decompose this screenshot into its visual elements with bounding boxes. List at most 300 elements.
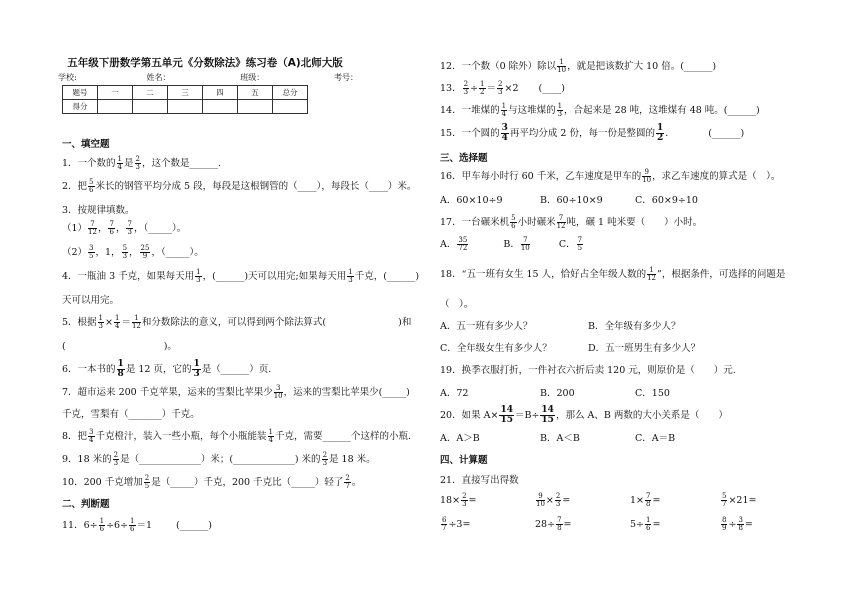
fraction bbox=[268, 429, 274, 444]
text: ＝ bbox=[121, 317, 131, 328]
fraction bbox=[135, 156, 141, 171]
denominator: 4 bbox=[114, 322, 120, 330]
fraction bbox=[536, 493, 545, 508]
denominator: 6 bbox=[99, 525, 105, 533]
denominator: 3 bbox=[462, 499, 467, 508]
text: ，（_____）。 bbox=[133, 223, 187, 234]
numerator: 1 bbox=[647, 267, 656, 275]
numerator: 8 bbox=[722, 515, 727, 524]
score-value-row bbox=[63, 100, 308, 114]
denominator: 10 bbox=[273, 392, 283, 400]
fraction bbox=[88, 221, 97, 236]
text: 9．18 米的 bbox=[62, 454, 112, 465]
text: 是（_____）千克，200 千克比（_____）轻了 bbox=[151, 477, 344, 488]
numerator: 3 bbox=[738, 515, 743, 524]
denominator: 12 bbox=[88, 228, 97, 236]
fraction bbox=[347, 269, 353, 284]
name-label: 姓名： bbox=[146, 73, 171, 82]
fraction bbox=[479, 81, 485, 96]
fraction bbox=[501, 124, 509, 143]
text: 千克，需要______个这样的小瓶. bbox=[275, 431, 412, 442]
text: 18．“五一班有女生 15 人，恰好占全年级人数的 bbox=[440, 269, 647, 280]
section-fill-blank: 一、填空题 bbox=[62, 139, 110, 150]
denominator: 3 bbox=[135, 163, 140, 171]
question-20-options bbox=[440, 430, 675, 444]
option[interactable]: B．200 bbox=[540, 388, 575, 399]
cell: 题号 bbox=[63, 86, 98, 100]
fraction bbox=[461, 493, 467, 508]
numerator: 7 bbox=[577, 236, 583, 244]
denominator: 12 bbox=[556, 222, 566, 230]
denominator: 8 bbox=[117, 369, 124, 379]
text: C． bbox=[558, 239, 576, 250]
text: B． bbox=[503, 239, 520, 250]
question-16 bbox=[440, 168, 780, 184]
text: 11．6÷ bbox=[62, 520, 98, 531]
fraction bbox=[88, 245, 94, 260]
numerator: 1 bbox=[117, 359, 124, 369]
numerator: 7 bbox=[646, 491, 651, 500]
text: ÷3= bbox=[448, 518, 471, 530]
calc-item bbox=[535, 488, 630, 512]
option[interactable]: A．72 bbox=[440, 388, 469, 399]
section-calc: 四、计算题 bbox=[440, 455, 488, 466]
text: 14．一堆煤的 bbox=[440, 105, 500, 116]
numerator: 1 bbox=[98, 314, 104, 322]
text: ， bbox=[129, 247, 139, 258]
fraction bbox=[126, 221, 132, 236]
fraction bbox=[642, 169, 651, 184]
question-20 bbox=[440, 406, 728, 425]
fraction bbox=[577, 237, 583, 252]
fraction bbox=[114, 315, 120, 330]
text: )。 bbox=[163, 341, 177, 352]
question-8 bbox=[62, 428, 411, 444]
denominator: 5 bbox=[89, 252, 94, 260]
question-18-cont: （ ）。 bbox=[440, 299, 474, 310]
text: = bbox=[468, 494, 477, 506]
text: 5÷ bbox=[630, 518, 645, 530]
question-3-2 bbox=[62, 244, 204, 260]
question-5-cont bbox=[62, 338, 177, 352]
denominator: 12 bbox=[647, 274, 656, 282]
denominator: 2 bbox=[656, 133, 664, 143]
text: 1× bbox=[630, 494, 645, 506]
question-3: 3．按规律填数。 bbox=[62, 205, 135, 216]
denominator: 4 bbox=[89, 436, 94, 444]
question-12 bbox=[440, 58, 716, 74]
text: ÷ bbox=[728, 518, 737, 530]
question-6 bbox=[62, 360, 271, 379]
student-info bbox=[58, 72, 358, 83]
calc-item bbox=[630, 488, 720, 512]
question-1 bbox=[62, 155, 221, 171]
fraction bbox=[322, 452, 328, 467]
denominator: 3 bbox=[196, 276, 201, 284]
calc-item bbox=[440, 488, 535, 512]
text: 8．把 bbox=[62, 431, 88, 442]
fraction bbox=[557, 59, 566, 74]
denominator: 6 bbox=[646, 523, 651, 532]
numerator: 2 bbox=[463, 80, 469, 88]
fraction bbox=[129, 518, 135, 533]
numerator: 9 bbox=[536, 493, 545, 501]
calc-item bbox=[720, 488, 810, 512]
denominator: 2 bbox=[480, 88, 485, 96]
text: 吨，碾 1 吨米要（ ）小时。 bbox=[566, 217, 703, 228]
fraction bbox=[88, 429, 94, 444]
denominator: 8 bbox=[738, 523, 743, 532]
numerator: 5 bbox=[89, 178, 94, 186]
fraction bbox=[463, 81, 469, 96]
question-2 bbox=[62, 178, 416, 194]
numerator: 1 bbox=[557, 102, 563, 110]
numerator: 9 bbox=[642, 169, 651, 177]
numerator: 5 bbox=[122, 244, 128, 252]
text: 千克橙汁，装入一些小瓶，每个小瓶能装 bbox=[95, 431, 267, 442]
numerator: 2 bbox=[135, 155, 140, 163]
score-header-row bbox=[63, 86, 308, 100]
fraction bbox=[457, 237, 468, 252]
score-cell[interactable] bbox=[98, 100, 133, 114]
option[interactable]: A．A＞B bbox=[440, 433, 480, 444]
score-cell[interactable] bbox=[203, 100, 238, 114]
denominator: 4 bbox=[501, 110, 507, 118]
question-19-options bbox=[440, 385, 670, 399]
text: ，(______)天可以用完;如果每天用 bbox=[202, 271, 347, 282]
numerator: 3 bbox=[501, 123, 508, 133]
denominator: 10 bbox=[520, 244, 530, 252]
numerator: 1 bbox=[656, 123, 664, 133]
denominator: 10 bbox=[557, 66, 567, 74]
option[interactable]: B．全年级有多少人？ bbox=[588, 321, 681, 332]
score-cell[interactable] bbox=[238, 100, 273, 114]
text: ，就是把该数扩大 10 倍。(______) bbox=[567, 61, 717, 72]
numerator: 14 bbox=[500, 405, 513, 415]
denominator: 7 bbox=[442, 523, 447, 532]
id-label: 考号： bbox=[334, 73, 358, 82]
numerator: 1 bbox=[268, 428, 273, 436]
fraction bbox=[122, 245, 128, 260]
calc-item bbox=[440, 512, 535, 536]
fraction bbox=[737, 517, 743, 532]
numerator: 2 bbox=[144, 474, 150, 482]
score-cell[interactable] bbox=[168, 100, 203, 114]
question-4 bbox=[62, 268, 419, 284]
numerator: 1 bbox=[114, 314, 120, 322]
option[interactable]: C．150 bbox=[635, 388, 670, 399]
fraction bbox=[540, 406, 555, 425]
fraction bbox=[510, 215, 516, 230]
fraction bbox=[344, 475, 350, 490]
text: 12．一个数（0 除外）除以 bbox=[440, 61, 557, 72]
text: = bbox=[652, 518, 661, 530]
text: ，1， bbox=[95, 247, 121, 258]
denominator: 9 bbox=[142, 252, 148, 260]
denominator: 4 bbox=[117, 163, 123, 171]
question-10 bbox=[62, 474, 361, 490]
question-7-cont: 千克，雪梨有（_______）千克。 bbox=[62, 409, 200, 420]
text: ，（_____）。 bbox=[151, 247, 204, 258]
text: (____) bbox=[538, 83, 565, 94]
denominator: 4 bbox=[501, 133, 508, 143]
denominator: 3 bbox=[193, 369, 200, 379]
numerator: 1 bbox=[130, 517, 135, 525]
denominator: 6 bbox=[511, 222, 516, 230]
fraction bbox=[501, 103, 507, 118]
denominator: 4 bbox=[268, 436, 273, 444]
question-4-cont: 天可以用完。 bbox=[62, 295, 120, 306]
text: A． bbox=[440, 239, 457, 250]
text: ×2 bbox=[504, 83, 519, 94]
option[interactable] bbox=[503, 236, 530, 252]
denominator: 15 bbox=[500, 415, 513, 425]
fraction bbox=[108, 221, 114, 236]
option[interactable]: C．全年级女生有多少人？ bbox=[440, 343, 552, 354]
section-judge: 二、判断题 bbox=[62, 499, 110, 510]
text: = bbox=[652, 494, 661, 506]
text: ＝ bbox=[486, 83, 497, 94]
cell: 一 bbox=[98, 86, 133, 100]
option[interactable]: B．60÷10×9 bbox=[540, 195, 603, 206]
question-3-1 bbox=[62, 220, 186, 236]
fraction bbox=[721, 517, 727, 532]
fraction bbox=[555, 493, 561, 508]
text: ＝1 bbox=[136, 520, 153, 531]
text: ，运来的雪梨比苹果少(_____) bbox=[283, 387, 410, 398]
numerator: 1 bbox=[501, 102, 507, 110]
cell: 得分 bbox=[63, 100, 98, 114]
denominator: 3 bbox=[322, 459, 328, 467]
question-15 bbox=[440, 124, 744, 143]
text: 20．如果 A× bbox=[440, 410, 499, 421]
numerator: 7 bbox=[557, 215, 566, 223]
fraction bbox=[721, 493, 727, 508]
numerator: 6 bbox=[442, 515, 447, 524]
denominator: 5 bbox=[144, 482, 150, 490]
numerator: 1 bbox=[646, 515, 651, 524]
numerator: 1 bbox=[196, 268, 201, 276]
denominator: 3 bbox=[557, 110, 563, 118]
text: 小时碾米 bbox=[517, 217, 556, 228]
denominator: 7 bbox=[345, 482, 350, 490]
text: 1．一个数的 bbox=[62, 158, 116, 169]
question-11 bbox=[62, 517, 212, 533]
section-choice: 三、选择题 bbox=[440, 153, 488, 164]
question-17-options bbox=[440, 236, 584, 252]
denominator: 3 bbox=[122, 252, 128, 260]
denominator: 12 bbox=[131, 322, 141, 330]
denominator: 10 bbox=[536, 499, 545, 508]
denominator: 3 bbox=[348, 276, 353, 284]
numerator: 1 bbox=[348, 268, 353, 276]
text: 10．200 千克增加 bbox=[62, 477, 143, 488]
text: 是 12 页，它的 bbox=[125, 364, 192, 375]
numerator: 3 bbox=[89, 244, 94, 252]
fraction bbox=[140, 245, 151, 260]
fraction bbox=[144, 475, 150, 490]
fraction bbox=[656, 124, 664, 143]
question-13 bbox=[440, 80, 565, 96]
text: (______) bbox=[176, 520, 212, 531]
score-cell[interactable] bbox=[133, 100, 168, 114]
option[interactable] bbox=[558, 236, 584, 252]
option[interactable]: C．A＝B bbox=[635, 433, 676, 444]
class-label: 班级： bbox=[240, 73, 265, 82]
text: （1） bbox=[62, 223, 88, 234]
denominator: 9 bbox=[722, 523, 727, 532]
numerator: 14 bbox=[541, 405, 554, 415]
numerator: 25 bbox=[140, 244, 150, 252]
denominator: 7 bbox=[722, 499, 727, 508]
question-18 bbox=[440, 266, 785, 282]
numerator: 1 bbox=[132, 315, 141, 323]
text: 是 bbox=[124, 158, 134, 169]
text: ，合起来是 28 吨，这堆煤有 48 吨。(______) bbox=[564, 105, 760, 116]
option[interactable]: A．五一班有多少人？ bbox=[440, 321, 533, 332]
option[interactable]: D．五一班男生有多少人？ bbox=[588, 343, 701, 354]
numerator: 2 bbox=[345, 474, 350, 482]
fraction bbox=[441, 517, 447, 532]
option[interactable]: B．A＜B bbox=[540, 433, 580, 444]
numerator: 2 bbox=[322, 451, 328, 459]
fraction bbox=[645, 493, 651, 508]
text: ×21= bbox=[728, 494, 757, 506]
text: 米长的钢管平均分成 5 段，每段是这根钢管的（____），每段长（____）米。 bbox=[95, 181, 417, 192]
numerator: 35 bbox=[458, 236, 468, 244]
text: 13． bbox=[440, 83, 462, 94]
denominator: 3 bbox=[113, 459, 119, 467]
numerator: 7 bbox=[109, 220, 114, 228]
text: ÷6÷ bbox=[106, 520, 129, 531]
text: . bbox=[665, 128, 669, 139]
numerator: 7 bbox=[127, 220, 132, 228]
fraction bbox=[274, 385, 283, 400]
text: 17．一台碾米机 bbox=[440, 217, 510, 228]
text: 15．一个圆的 bbox=[440, 128, 500, 139]
cell: 三 bbox=[168, 86, 203, 100]
denominator: 15 bbox=[541, 415, 554, 425]
fraction bbox=[557, 103, 563, 118]
text: 16．甲车每小时行 60 千米，乙车速度是甲车的 bbox=[440, 171, 642, 182]
text: 28÷ bbox=[535, 518, 556, 530]
text: ，求乙车速度的算式是（ ）。 bbox=[652, 171, 781, 182]
cell: 四 bbox=[203, 86, 238, 100]
denominator: 8 bbox=[646, 499, 651, 508]
text: 是（______）页. bbox=[201, 364, 272, 375]
question-16-options bbox=[440, 192, 698, 206]
text: ，那么 A、B 两数的大小关系是（ ） bbox=[555, 410, 728, 421]
numerator: 1 bbox=[117, 155, 123, 163]
text: ， bbox=[115, 223, 126, 234]
numerator: 5 bbox=[511, 214, 516, 222]
fraction bbox=[195, 269, 201, 284]
page-title: 五年级下册数学第五单元《分数除法》练习卷（A)北师大版 bbox=[67, 57, 343, 69]
numerator: 7 bbox=[557, 515, 562, 524]
text: × bbox=[105, 317, 113, 328]
denominator: 5 bbox=[577, 244, 583, 252]
option[interactable]: A．60×10÷9 bbox=[440, 195, 503, 206]
text: 再平均分成 2 份，每一份是整圆的 bbox=[509, 128, 655, 139]
score-table bbox=[62, 85, 308, 114]
fraction bbox=[113, 452, 119, 467]
fraction bbox=[88, 179, 94, 194]
text: 4．一瓶油 3 千克，如果每天用 bbox=[62, 271, 195, 282]
numerator: 5 bbox=[722, 491, 727, 500]
fraction bbox=[192, 360, 200, 379]
denominator: 72 bbox=[458, 244, 468, 252]
fraction bbox=[98, 315, 104, 330]
school-label: 学校: bbox=[58, 73, 77, 82]
text: = bbox=[562, 494, 571, 506]
text: ，这个数是______. bbox=[142, 158, 222, 169]
fraction bbox=[132, 315, 141, 330]
numerator: 1 bbox=[557, 59, 566, 67]
fraction bbox=[99, 518, 105, 533]
question-14 bbox=[440, 102, 760, 118]
question-21: 21．直接写出得数 bbox=[440, 475, 519, 486]
question-5 bbox=[62, 314, 411, 330]
fraction bbox=[521, 237, 530, 252]
text: 和分数除法的意义，可以得到两个除法算式( bbox=[141, 317, 327, 328]
numerator: 2 bbox=[555, 491, 561, 500]
text: ”，根据条件，可选择的问题是 bbox=[657, 269, 786, 280]
text: = bbox=[744, 518, 753, 530]
numerator: 1 bbox=[480, 80, 485, 88]
denominator: 6 bbox=[89, 186, 94, 194]
numerator: 7 bbox=[88, 221, 97, 229]
text: 5．根据 bbox=[62, 317, 97, 328]
text: 千克，(______) bbox=[354, 271, 420, 282]
text: 6．一本书的 bbox=[62, 364, 116, 375]
question-9 bbox=[62, 451, 376, 467]
text: 与这堆煤的 bbox=[508, 105, 556, 116]
numerator: 2 bbox=[462, 491, 467, 500]
text: （2） bbox=[62, 247, 88, 258]
denominator: 3 bbox=[98, 322, 104, 330]
text: ( bbox=[62, 341, 66, 352]
denominator: 10 bbox=[642, 176, 652, 184]
text: (______) bbox=[708, 128, 745, 139]
denominator: 3 bbox=[127, 228, 132, 236]
score-cell[interactable] bbox=[273, 100, 308, 114]
text: 是（_____________）米；(_____________) 米的 bbox=[120, 454, 321, 465]
fraction bbox=[557, 215, 566, 230]
fraction bbox=[499, 406, 514, 425]
text: 。 bbox=[351, 477, 362, 488]
fraction bbox=[117, 360, 125, 379]
option[interactable]: C．60×9÷10 bbox=[635, 195, 698, 206]
text: )和 bbox=[398, 317, 412, 328]
denominator: 6 bbox=[130, 525, 135, 533]
fraction bbox=[647, 267, 656, 282]
cell: 总分 bbox=[273, 86, 308, 100]
numerator: 2 bbox=[498, 80, 503, 88]
text: ÷ bbox=[470, 83, 479, 94]
numerator: 3 bbox=[274, 385, 283, 393]
denominator: 3 bbox=[555, 499, 561, 508]
text: = bbox=[563, 518, 572, 530]
calc-grid bbox=[440, 488, 810, 536]
cell: 五 bbox=[238, 86, 273, 100]
text: 2．把 bbox=[62, 181, 88, 192]
fraction bbox=[117, 156, 123, 171]
option[interactable] bbox=[440, 236, 469, 252]
denominator: 6 bbox=[109, 228, 114, 236]
calc-item bbox=[535, 512, 630, 536]
text: 18× bbox=[440, 494, 461, 506]
text: 7．超市运来 200 千克苹果，运来的雪梨比苹果少 bbox=[62, 387, 273, 398]
